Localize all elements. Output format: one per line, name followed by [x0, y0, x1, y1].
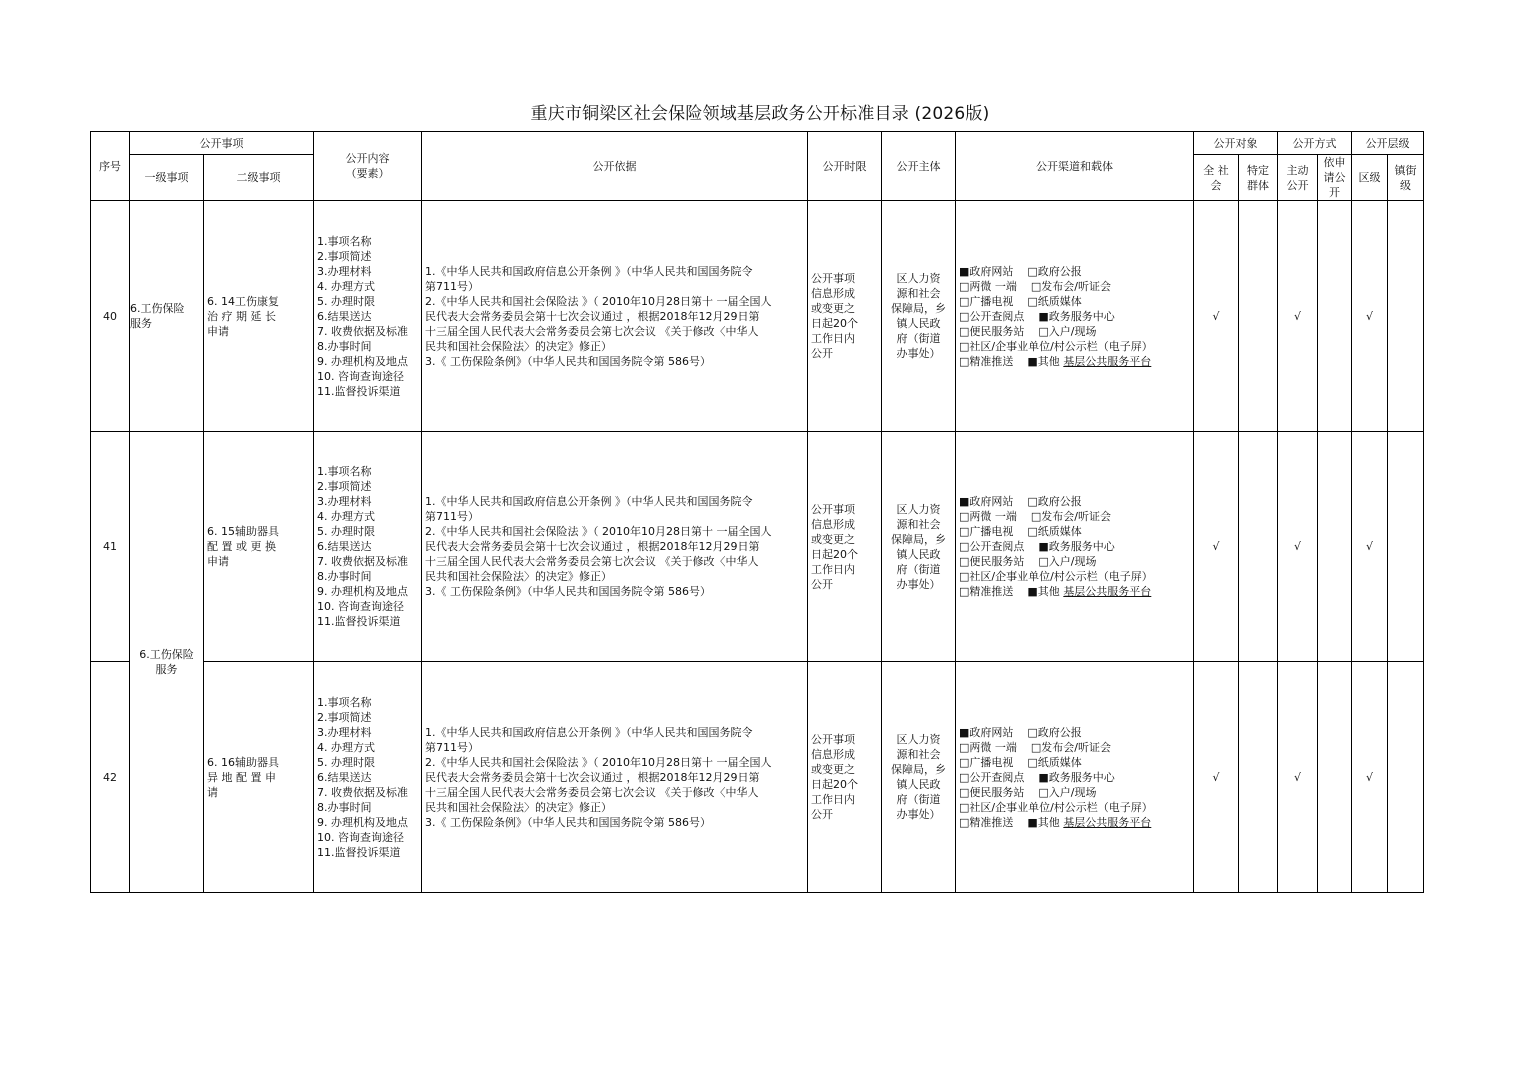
- row-content-list: 1.事项名称 2.事项简述 3.办理材料 4. 办理方式 5. 办理时限 6.结果送达 7. 收费依据及标准 8.办事时间 9. 办理机构及地点 10. 咨询查询途径 11.监督投诉渠道: [314, 201, 422, 432]
- row-basis: 1.《中华人民共和国政府信息公开条例 》（中华人民共和国国务院令 第711号） 2.《中华人民共和国社会保险法 》（ 2010年10月28日第十 一届全国人 民代表大会常务委员会第十七次会议通过 ，根据2018年12月29日第 十三届全国人民代表大会常务委员会第七次会议 《关于修改〈中华人 民共和国社会保险法〉的决定》修正） 3.《 工伤保险条例》（中华人民共和国国务院令第 586号）: [422, 662, 808, 893]
- row-channels: ■政府网站 □政府公报 □两微 一端 □发布会/听证会 □广播电视 □纸质媒体 □公开查阅点 ■政务服务中心 □便民服务站 □入户/现场 □社区/企事业单位/村公示栏（电子屏） □精准推送 ■其他 基层公共服务平台: [956, 201, 1194, 432]
- row-mark-request: [1318, 201, 1352, 432]
- table-row: [91, 432, 1424, 662]
- row-mark-town: [1388, 432, 1424, 662]
- header-mode-request: 依申 请公 开: [1318, 155, 1352, 201]
- header-level2: 二级事项: [204, 155, 314, 201]
- row-seq: 40: [91, 201, 130, 432]
- row-mark-district: √: [1352, 432, 1388, 662]
- row-mark-specific: [1239, 662, 1278, 893]
- row-mark-district: √: [1352, 201, 1388, 432]
- row-channels: ■政府网站 □政府公报 □两微 一端 □发布会/听证会 □广播电视 □纸质媒体 □公开查阅点 ■政务服务中心 □便民服务站 □入户/现场 □社区/企事业单位/村公示栏（电子屏） □精准推送 ■其他 基层公共服务平台: [956, 432, 1194, 662]
- header-content: 公开内容 （要素）: [314, 132, 422, 201]
- table-row: [91, 662, 1424, 893]
- header-basis: 公开依据: [422, 132, 808, 201]
- header-mode-active: 主动 公开: [1278, 155, 1318, 201]
- row-level2: 6. 16辅助器具 异 地 配 置 申 请: [204, 662, 314, 893]
- row-level2: 6. 14工伤康复 治 疗 期 延 长 申请: [204, 201, 314, 432]
- header-row-1: [91, 132, 1424, 155]
- header-item-group: 公开事项: [130, 132, 314, 155]
- header-channel: 公开渠道和载体: [956, 132, 1194, 201]
- header-time: 公开时限: [808, 132, 882, 201]
- row-mark-active: √: [1278, 432, 1318, 662]
- header-target-specific: 特定 群体: [1239, 155, 1278, 201]
- row-level2: 6. 15辅助器具 配 置 或 更 换 申请: [204, 432, 314, 662]
- header-seq: 序号: [91, 132, 130, 201]
- row-time: 公开事项 信息形成 或变更之 日起20个 工作日内 公开: [808, 201, 882, 432]
- row-seq: 42: [91, 662, 130, 893]
- header-level-town: 镇街 级: [1388, 155, 1424, 201]
- row-content-list: 1.事项名称 2.事项简述 3.办理材料 4. 办理方式 5. 办理时限 6.结果送达 7. 收费依据及标准 8.办事时间 9. 办理机构及地点 10. 咨询查询途径 11.监督投诉渠道: [314, 662, 422, 893]
- row-mark-town: [1388, 201, 1424, 432]
- row-seq: 41: [91, 432, 130, 662]
- header-mode-group: 公开方式: [1278, 132, 1352, 155]
- row-basis: 1.《中华人民共和国政府信息公开条例 》（中华人民共和国国务院令 第711号） 2.《中华人民共和国社会保险法 》（ 2010年10月28日第十 一届全国人 民代表大会常务委员会第十七次会议通过 ，根据2018年12月29日第 十三届全国人民代表大会常务委员会第七次会议 《关于修改〈中华人 民共和国社会保险法〉的决定》修正） 3.《 工伤保险条例》（中华人民共和国国务院令第 586号）: [422, 201, 808, 432]
- header-level-district: 区级: [1352, 155, 1388, 201]
- row-time: 公开事项 信息形成 或变更之 日起20个 工作日内 公开: [808, 662, 882, 893]
- header-target-all: 全 社 会: [1194, 155, 1239, 201]
- row-mark-specific: [1239, 201, 1278, 432]
- header-target-group: 公开对象: [1194, 132, 1278, 155]
- row-mark-active: √: [1278, 662, 1318, 893]
- row-level1-merged: 6.工伤保险 服务: [130, 432, 204, 893]
- row-basis: 1.《中华人民共和国政府信息公开条例 》（中华人民共和国国务院令 第711号） 2.《中华人民共和国社会保险法 》（ 2010年10月28日第十 一届全国人 民代表大会常务委员会第十七次会议通过 ，根据2018年12月29日第 十三届全国人民代表大会常务委员会第七次会议 《关于修改〈中华人 民共和国社会保险法〉的决定》修正） 3.《 工伤保险条例》（中华人民共和国国务院令第 586号）: [422, 432, 808, 662]
- row-mark-all: √: [1194, 662, 1239, 893]
- table-row: [91, 201, 1424, 432]
- header-level1: 一级事项: [130, 155, 204, 201]
- row-content-list: 1.事项名称 2.事项简述 3.办理材料 4. 办理方式 5. 办理时限 6.结果送达 7. 收费依据及标准 8.办事时间 9. 办理机构及地点 10. 咨询查询途径 11.监督投诉渠道: [314, 432, 422, 662]
- row-mark-town: [1388, 662, 1424, 893]
- row-level1: 6.工伤保险 服务: [130, 201, 204, 432]
- header-level-group: 公开层级: [1352, 132, 1424, 155]
- row-time: 公开事项 信息形成 或变更之 日起20个 工作日内 公开: [808, 432, 882, 662]
- header-subject: 公开主体: [882, 132, 956, 201]
- row-mark-all: √: [1194, 201, 1239, 432]
- row-mark-active: √: [1278, 201, 1318, 432]
- row-subject: 区人力资 源和社会 保障局，乡 镇人民政 府（街道 办事处）: [882, 662, 956, 893]
- catalog-table: [90, 131, 1424, 893]
- row-mark-district: √: [1352, 662, 1388, 893]
- row-mark-request: [1318, 662, 1352, 893]
- row-mark-specific: [1239, 432, 1278, 662]
- row-subject: 区人力资 源和社会 保障局，乡 镇人民政 府（街道 办事处）: [882, 201, 956, 432]
- row-channels: ■政府网站 □政府公报 □两微 一端 □发布会/听证会 □广播电视 □纸质媒体 □公开查阅点 ■政务服务中心 □便民服务站 □入户/现场 □社区/企事业单位/村公示栏（电子屏） □精准推送 ■其他 基层公共服务平台: [956, 662, 1194, 893]
- row-mark-request: [1318, 432, 1352, 662]
- page-title: 重庆市铜梁区社会保险领域基层政务公开标准目录 (2026版): [530, 104, 990, 124]
- row-mark-all: √: [1194, 432, 1239, 662]
- row-subject: 区人力资 源和社会 保障局，乡 镇人民政 府（街道 办事处）: [882, 432, 956, 662]
